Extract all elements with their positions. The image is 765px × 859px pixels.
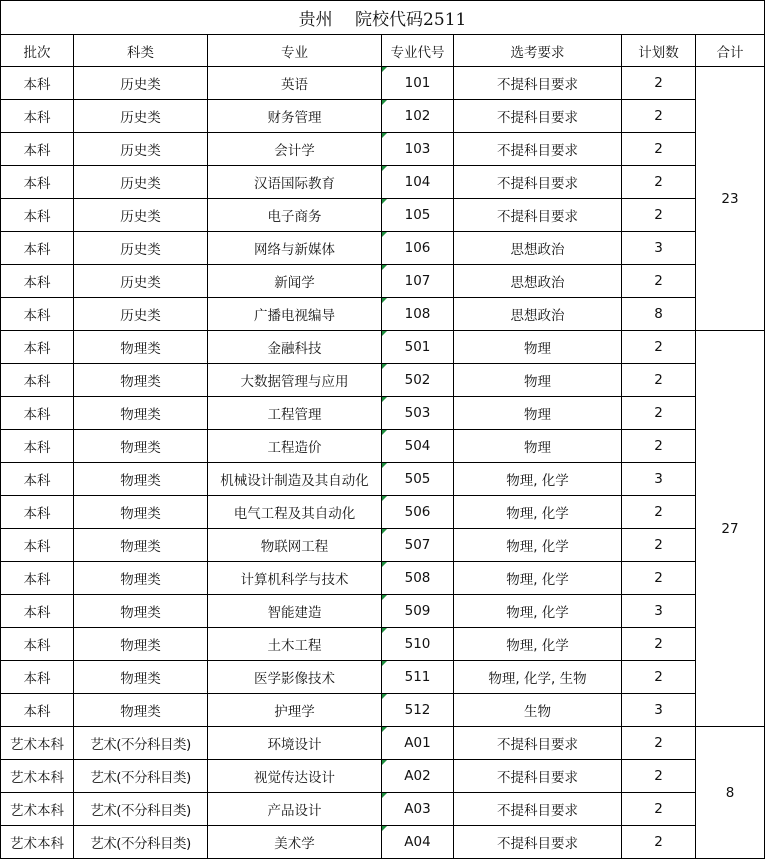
- cell-major-code[interactable]: A01: [382, 727, 454, 760]
- cell-requirement[interactable]: 生物: [454, 694, 622, 727]
- cell-major-code[interactable]: 102: [382, 100, 454, 133]
- table-row: [1, 364, 765, 397]
- cell-batch[interactable]: 本科: [1, 265, 74, 298]
- cell-requirement[interactable]: 不提科目要求: [454, 826, 622, 859]
- cell-plan-count[interactable]: 2: [622, 364, 696, 397]
- table-row: [1, 232, 765, 265]
- cell-major-code[interactable]: A03: [382, 793, 454, 826]
- cell-requirement[interactable]: 不提科目要求: [454, 100, 622, 133]
- cell-category[interactable]: 物理类: [74, 529, 208, 562]
- cell-plan-count[interactable]: 2: [622, 760, 696, 793]
- table-row: [1, 496, 765, 529]
- cell-plan-count[interactable]: 2: [622, 199, 696, 232]
- cell-requirement[interactable]: 物理, 化学: [454, 595, 622, 628]
- table-row: [1, 595, 765, 628]
- header-requirement[interactable]: 选考要求: [454, 35, 622, 67]
- cell-requirement[interactable]: 思想政治: [454, 298, 622, 331]
- cell-category[interactable]: 历史类: [74, 232, 208, 265]
- cell-category[interactable]: 物理类: [74, 364, 208, 397]
- table-row: [1, 628, 765, 661]
- table-row: [1, 133, 765, 166]
- cell-batch[interactable]: 本科: [1, 331, 74, 364]
- cell-major-code[interactable]: 502: [382, 364, 454, 397]
- cell-batch[interactable]: 本科: [1, 628, 74, 661]
- cell-category[interactable]: 艺术(不分科目类): [74, 727, 208, 760]
- cell-category[interactable]: 艺术(不分科目类): [74, 826, 208, 859]
- cell-major[interactable]: 财务管理: [208, 100, 382, 133]
- table-row: [1, 199, 765, 232]
- cell-category[interactable]: 物理类: [74, 331, 208, 364]
- cell-batch[interactable]: 本科: [1, 496, 74, 529]
- cell-batch[interactable]: 本科: [1, 463, 74, 496]
- cell-requirement[interactable]: 思想政治: [454, 232, 622, 265]
- cell-category[interactable]: 历史类: [74, 166, 208, 199]
- cell-major[interactable]: 网络与新媒体: [208, 232, 382, 265]
- cell-requirement[interactable]: 不提科目要求: [454, 793, 622, 826]
- cell-batch[interactable]: 本科: [1, 298, 74, 331]
- cell-major[interactable]: 广播电视编导: [208, 298, 382, 331]
- cell-major[interactable]: 护理学: [208, 694, 382, 727]
- cell-batch[interactable]: 本科: [1, 100, 74, 133]
- cell-requirement[interactable]: 物理: [454, 364, 622, 397]
- cell-plan-count[interactable]: 2: [622, 100, 696, 133]
- cell-batch[interactable]: 本科: [1, 529, 74, 562]
- table-row: [1, 67, 765, 100]
- sheet-title[interactable]: 贵州 院校代码2511: [1, 1, 765, 35]
- cell-major[interactable]: 金融科技: [208, 331, 382, 364]
- cell-plan-count[interactable]: 2: [622, 166, 696, 199]
- cell-category[interactable]: 物理类: [74, 463, 208, 496]
- header-major[interactable]: 专业: [208, 35, 382, 67]
- table-row: [1, 793, 765, 826]
- cell-requirement[interactable]: 思想政治: [454, 265, 622, 298]
- cell-batch[interactable]: 艺术本科: [1, 727, 74, 760]
- cell-requirement[interactable]: 不提科目要求: [454, 67, 622, 100]
- cell-plan-count[interactable]: 2: [622, 397, 696, 430]
- cell-major[interactable]: 产品设计: [208, 793, 382, 826]
- cell-category[interactable]: 物理类: [74, 595, 208, 628]
- cell-requirement[interactable]: 物理: [454, 397, 622, 430]
- cell-plan-count[interactable]: 2: [622, 133, 696, 166]
- header-total[interactable]: 合计: [696, 35, 765, 67]
- cell-major-code[interactable]: 505: [382, 463, 454, 496]
- cell-plan-count[interactable]: 2: [622, 331, 696, 364]
- table-row: [1, 529, 765, 562]
- cell-major[interactable]: 土木工程: [208, 628, 382, 661]
- cell-batch[interactable]: 艺术本科: [1, 760, 74, 793]
- cell-category[interactable]: 物理类: [74, 562, 208, 595]
- cell-major[interactable]: 美术学: [208, 826, 382, 859]
- cell-category[interactable]: 历史类: [74, 199, 208, 232]
- header-major-code[interactable]: 专业代号: [382, 35, 454, 67]
- cell-major-code[interactable]: 507: [382, 529, 454, 562]
- cell-plan-count[interactable]: 2: [622, 826, 696, 859]
- table-row: [1, 727, 765, 760]
- table-row: [1, 331, 765, 364]
- cell-major[interactable]: 电子商务: [208, 199, 382, 232]
- cell-major[interactable]: 汉语国际教育: [208, 166, 382, 199]
- cell-major[interactable]: 英语: [208, 67, 382, 100]
- cell-plan-count[interactable]: 8: [622, 298, 696, 331]
- cell-category[interactable]: 艺术(不分科目类): [74, 760, 208, 793]
- cell-plan-count[interactable]: 3: [622, 694, 696, 727]
- cell-requirement[interactable]: 不提科目要求: [454, 727, 622, 760]
- cell-major-code[interactable]: 103: [382, 133, 454, 166]
- cell-major[interactable]: 电气工程及其自动化: [208, 496, 382, 529]
- cell-plan-count[interactable]: 2: [622, 496, 696, 529]
- cell-plan-count[interactable]: 2: [622, 661, 696, 694]
- table-row: [1, 760, 765, 793]
- cell-plan-count[interactable]: 3: [622, 595, 696, 628]
- cell-batch[interactable]: 本科: [1, 661, 74, 694]
- table-row: [1, 100, 765, 133]
- cell-category[interactable]: 艺术(不分科目类): [74, 793, 208, 826]
- cell-major[interactable]: 机械设计制造及其自动化: [208, 463, 382, 496]
- cell-major-code[interactable]: 105: [382, 199, 454, 232]
- cell-plan-count[interactable]: 2: [622, 67, 696, 100]
- cell-plan-count[interactable]: 2: [622, 562, 696, 595]
- cell-major-code[interactable]: A04: [382, 826, 454, 859]
- cell-major[interactable]: 工程造价: [208, 430, 382, 463]
- cell-batch[interactable]: 本科: [1, 232, 74, 265]
- cell-batch[interactable]: 本科: [1, 364, 74, 397]
- header-category[interactable]: 科类: [74, 35, 208, 67]
- table-row: [1, 694, 765, 727]
- cell-major-code[interactable]: 501: [382, 331, 454, 364]
- cell-plan-count[interactable]: 2: [622, 430, 696, 463]
- cell-batch[interactable]: 本科: [1, 166, 74, 199]
- cell-requirement[interactable]: 物理: [454, 331, 622, 364]
- table-row: [1, 463, 765, 496]
- cell-major[interactable]: 大数据管理与应用: [208, 364, 382, 397]
- cell-major[interactable]: 物联网工程: [208, 529, 382, 562]
- cell-major[interactable]: 计算机科学与技术: [208, 562, 382, 595]
- cell-category[interactable]: 物理类: [74, 628, 208, 661]
- cell-group-total[interactable]: 27: [696, 331, 765, 727]
- cell-requirement[interactable]: 不提科目要求: [454, 760, 622, 793]
- cell-batch[interactable]: 本科: [1, 397, 74, 430]
- table-row: [1, 562, 765, 595]
- cell-group-total[interactable]: 23: [696, 67, 765, 331]
- cell-requirement[interactable]: 物理: [454, 430, 622, 463]
- table-row: [1, 826, 765, 859]
- cell-group-total[interactable]: 8: [696, 727, 765, 859]
- cell-requirement[interactable]: 物理, 化学: [454, 463, 622, 496]
- cell-major-code[interactable]: 508: [382, 562, 454, 595]
- cell-requirement[interactable]: 不提科目要求: [454, 199, 622, 232]
- table-row: [1, 661, 765, 694]
- cell-batch[interactable]: 本科: [1, 595, 74, 628]
- cell-requirement[interactable]: 不提科目要求: [454, 166, 622, 199]
- cell-major[interactable]: 智能建造: [208, 595, 382, 628]
- cell-plan-count[interactable]: 3: [622, 463, 696, 496]
- cell-plan-count[interactable]: 2: [622, 529, 696, 562]
- cell-major[interactable]: 新闻学: [208, 265, 382, 298]
- header-row: [1, 35, 765, 67]
- cell-plan-count[interactable]: 2: [622, 628, 696, 661]
- cell-major-code[interactable]: 509: [382, 595, 454, 628]
- title-row: [1, 1, 765, 35]
- table-row: [1, 265, 765, 298]
- table-row: [1, 430, 765, 463]
- cell-major[interactable]: 工程管理: [208, 397, 382, 430]
- cell-major-code[interactable]: 512: [382, 694, 454, 727]
- cell-major[interactable]: 医学影像技术: [208, 661, 382, 694]
- cell-major-code[interactable]: 503: [382, 397, 454, 430]
- cell-plan-count[interactable]: 2: [622, 793, 696, 826]
- cell-major[interactable]: 环境设计: [208, 727, 382, 760]
- cell-plan-count[interactable]: 3: [622, 232, 696, 265]
- table-row: [1, 397, 765, 430]
- table-row: [1, 166, 765, 199]
- cell-category[interactable]: 历史类: [74, 133, 208, 166]
- cell-major-code[interactable]: 504: [382, 430, 454, 463]
- header-batch[interactable]: 批次: [1, 35, 74, 67]
- cell-major-code[interactable]: 101: [382, 67, 454, 100]
- cell-requirement[interactable]: 物理, 化学, 生物: [454, 661, 622, 694]
- cell-requirement[interactable]: 物理, 化学: [454, 529, 622, 562]
- cell-requirement[interactable]: 物理, 化学: [454, 562, 622, 595]
- cell-major-code[interactable]: 107: [382, 265, 454, 298]
- table-row: [1, 298, 765, 331]
- cell-requirement[interactable]: 物理, 化学: [454, 628, 622, 661]
- cell-plan-count[interactable]: 2: [622, 265, 696, 298]
- header-plan-count[interactable]: 计划数: [622, 35, 696, 67]
- cell-batch[interactable]: 艺术本科: [1, 826, 74, 859]
- cell-category[interactable]: 历史类: [74, 298, 208, 331]
- cell-batch[interactable]: 本科: [1, 562, 74, 595]
- cell-category[interactable]: 历史类: [74, 67, 208, 100]
- cell-batch[interactable]: 本科: [1, 694, 74, 727]
- cell-category[interactable]: 物理类: [74, 397, 208, 430]
- cell-category[interactable]: 历史类: [74, 100, 208, 133]
- cell-major[interactable]: 会计学: [208, 133, 382, 166]
- cell-category[interactable]: 物理类: [74, 694, 208, 727]
- cell-major-code[interactable]: A02: [382, 760, 454, 793]
- cell-plan-count[interactable]: 2: [622, 727, 696, 760]
- cell-batch[interactable]: 艺术本科: [1, 793, 74, 826]
- cell-category[interactable]: 物理类: [74, 430, 208, 463]
- cell-major-code[interactable]: 506: [382, 496, 454, 529]
- cell-batch[interactable]: 本科: [1, 199, 74, 232]
- cell-major-code[interactable]: 104: [382, 166, 454, 199]
- cell-requirement[interactable]: 不提科目要求: [454, 133, 622, 166]
- cell-batch[interactable]: 本科: [1, 67, 74, 100]
- cell-category[interactable]: 物理类: [74, 661, 208, 694]
- cell-major-code[interactable]: 511: [382, 661, 454, 694]
- cell-category[interactable]: 历史类: [74, 265, 208, 298]
- cell-requirement[interactable]: 物理, 化学: [454, 496, 622, 529]
- cell-batch[interactable]: 本科: [1, 430, 74, 463]
- cell-major-code[interactable]: 108: [382, 298, 454, 331]
- cell-major-code[interactable]: 510: [382, 628, 454, 661]
- cell-batch[interactable]: 本科: [1, 133, 74, 166]
- cell-major-code[interactable]: 106: [382, 232, 454, 265]
- cell-category[interactable]: 物理类: [74, 496, 208, 529]
- cell-major[interactable]: 视觉传达设计: [208, 760, 382, 793]
